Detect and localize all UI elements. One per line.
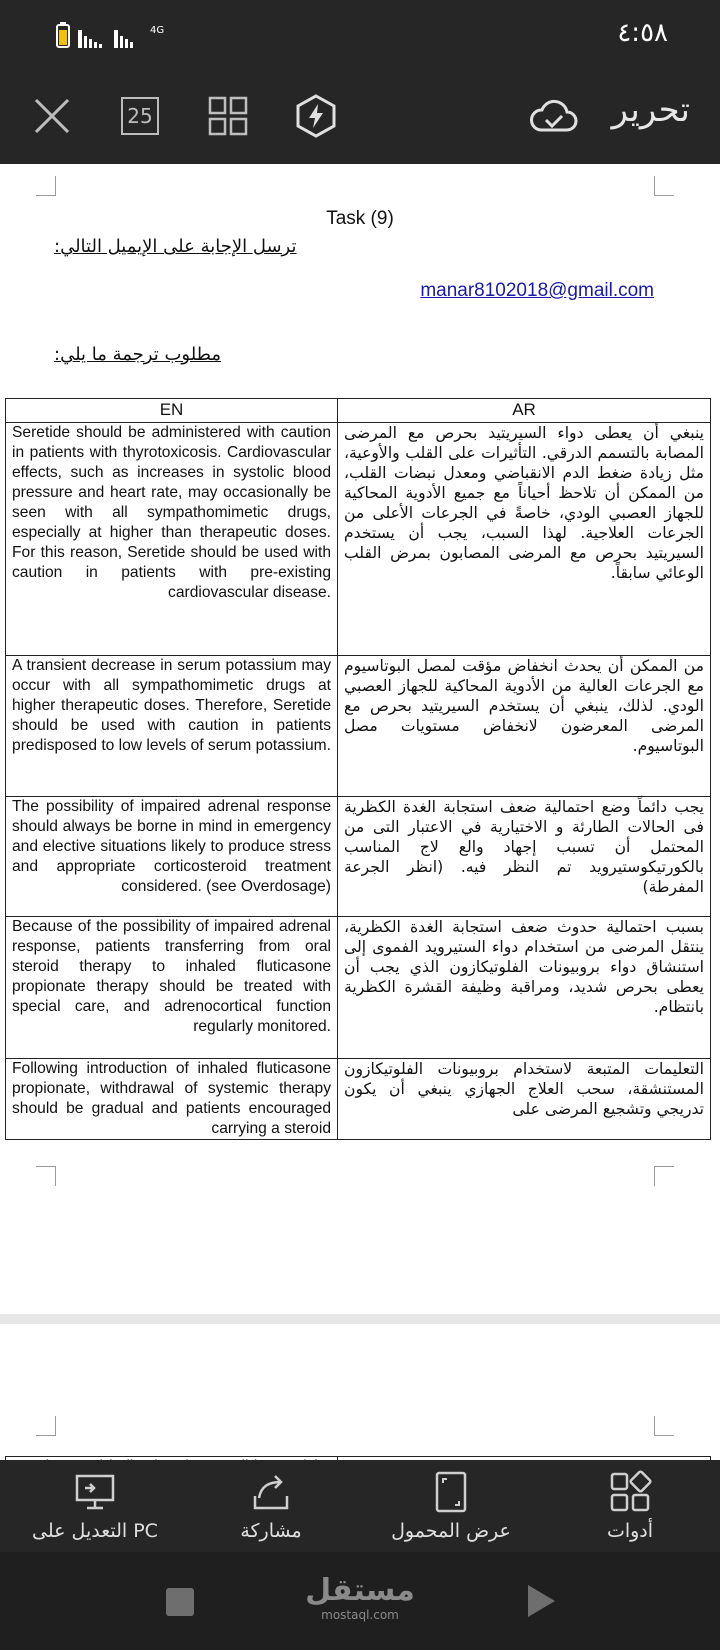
- cell-en: A transient decrease in serum potassium may occur with all sympathomimetic drugs at higher therapeutic doses. Therefore, Seretide should be used with caution in patients predisposed to low levels of serum potassium.: [6, 656, 338, 797]
- page-corner-mark: [654, 1416, 674, 1436]
- signal-icon: [78, 26, 106, 48]
- table-row: [6, 797, 711, 917]
- document-viewer[interactable]: [0, 164, 720, 1460]
- page-corner-mark: [654, 176, 674, 196]
- cell-ar: ينبغي أن يعطى دواء السيريتيد بحرص مع المرضى المصابة بالتسمم الدرقي. التأثيرات على القلب والأوعية، مثل زيادة ضغط الدم الانقباضي ومعدل نبضات القلب، من الممكن أن تلاحظ أحياناً مع جميع الأدوية المحاكية للجهاز العصبي الودي، خاصةً في الجرعات الأعلى من الجرعات العلاجية. لهذا السبب، يجب أن يستخدم السيريتيد بحرص مع المرضى المصابون بمرض القلب الوعائي سابقاً.: [338, 423, 711, 656]
- table-row: [6, 656, 711, 797]
- lightning-icon: [295, 94, 337, 138]
- cell-en: Seretide should be administered with caution in patients with thyrotoxicosis. Cardiovascular effects, such as increases in systolic blood pressure and heart rate, may occasionally be seen with all sympathomimetic drugs, especially at higher than therapeutic doses. For this reason, Seretide should be used with caution in patients with pre-existing cardiovascular disease.: [6, 423, 338, 656]
- cell-en: The possibility of impaired adrenal response should always be borne in mind in emergency and elective situations likely to produce stress and appropriate corticosteroid treatment considered. (see Overdosage): [6, 797, 338, 917]
- cell-ar: من الممكن أن يحدث انخفاض مؤقت لمصل البوتاسيوم مع الجرعات العالية من الأدوية المحاكية للجهاز العصبي الودي. لذلك، ينبغي أن يستخدم السيريتيد بحرص مع المرضى المعرضون لانخفاض مستويات مصل البوتاسيوم.: [338, 656, 711, 797]
- share-icon: [249, 1472, 293, 1512]
- status-bar: [0, 0, 720, 68]
- page-count-button[interactable]: [110, 86, 170, 146]
- battery-icon: [56, 22, 70, 48]
- watermark: [300, 1574, 420, 1622]
- tools-button[interactable]: [584, 1460, 676, 1552]
- page-count: 25: [127, 104, 153, 128]
- cell-ar: [338, 1059, 711, 1140]
- page-corner-mark: [36, 1166, 56, 1186]
- page-corner-mark: [36, 1416, 56, 1436]
- document-page: [0, 164, 720, 1314]
- header-ar: AR: [338, 399, 711, 423]
- watermark-ar: مستقل: [305, 1573, 415, 1608]
- cell-ar: يجب دائماً وضع احتمالية ضعف استجابة الغدة الكظرية فى الحالات الطارئة و الاختيارية في الاعتبار التى من المحتمل أن تسبب إجهاد والع لاج المناسب بالكورتيكوستيرويد تم النظر فيه. (انظر الجرعة المفرطة): [338, 797, 711, 917]
- cell-en-text: Following introduction of inhaled fluticasone propionate, withdrawal of systemic therapy should be gradual and patients encouraged carrying a steroid: [12, 1060, 331, 1137]
- translate-instruction: مطلوب ترجمة ما يلي:: [54, 344, 222, 365]
- system-nav-bar: [0, 1552, 720, 1650]
- edit-button[interactable]: تحرير: [611, 90, 690, 130]
- page-corner-mark: [654, 1166, 674, 1186]
- grid-icon: [208, 96, 248, 136]
- bottom-action-bar: [0, 1460, 720, 1552]
- mobile-view-label: عرض المحمول: [391, 1520, 511, 1542]
- recent-apps-button[interactable]: [166, 1582, 194, 1616]
- share-label: مشاركة: [240, 1520, 302, 1542]
- play-triangle-icon: [524, 1582, 558, 1620]
- close-button[interactable]: [22, 86, 82, 146]
- page-corner-mark: [36, 176, 56, 196]
- grid-view-button[interactable]: [198, 86, 258, 146]
- cloud-sync-button[interactable]: [516, 86, 592, 146]
- square-icon: [166, 1588, 194, 1616]
- status-icons: [56, 22, 164, 48]
- table-header-row: [6, 399, 711, 423]
- task-title: Task (9): [326, 208, 394, 229]
- mobile-view-icon: [433, 1471, 469, 1513]
- clock: ٤:٥٨: [617, 18, 668, 48]
- close-icon: [32, 96, 72, 136]
- cell-ar: بسبب احتمالية حدوث ضعف استجابة الغدة الكظرية، ينتقل المرضى من استخدام دواء الستيرويد الفموى إلى استنشاق دواء بروبيونات الفلوتيكازون الذي يجب أن يعطى بحرص شديد، ومراقبة وظيفة القشرة الكظرية بانتظام.: [338, 917, 711, 1059]
- tools-icon: [609, 1471, 651, 1513]
- table-row: [6, 423, 711, 656]
- pc-edit-icon: [73, 1472, 117, 1512]
- share-button[interactable]: [216, 1460, 326, 1552]
- page-count-icon: [121, 97, 159, 135]
- header-en: EN: [6, 399, 338, 423]
- translation-table: [5, 398, 711, 1140]
- table-row: [6, 1059, 711, 1140]
- pc-edit-label: التعديل على PC: [32, 1520, 158, 1542]
- table-row: [6, 917, 711, 1059]
- tools-label: أدوات: [606, 1520, 654, 1542]
- cell-ar-text: التعليمات المتبعة لاستخدام بروبيونات الفلوتيكازون المستنشقة، سحب العلاج الجهازي ينبغي أن يكون تدريجي وتشجيع المرضى على: [344, 1060, 704, 1118]
- watermark-en: mostaql.com: [321, 1608, 399, 1622]
- signal-icon-2: [114, 26, 142, 48]
- top-toolbar: [0, 68, 720, 164]
- back-button[interactable]: [524, 1582, 558, 1624]
- quick-actions-button[interactable]: [286, 86, 346, 146]
- email-link[interactable]: manar8102018@gmail.com: [420, 280, 654, 301]
- network-type: 4G: [150, 25, 165, 36]
- cell-en: [6, 1059, 338, 1140]
- pc-edit-button[interactable]: [20, 1460, 170, 1552]
- mobile-view-button[interactable]: [378, 1460, 524, 1552]
- cloud-check-icon: [529, 96, 579, 136]
- cell-en: Because of the possibility of impaired adrenal response, patients transferring from oral steroid therapy to inhaled fluticasone propionate therapy should be treated with special care, and adrenocortical function regularly monitored.: [6, 917, 338, 1059]
- send-instruction: ترسل الإجابة على الإيميل التالي:: [54, 236, 297, 257]
